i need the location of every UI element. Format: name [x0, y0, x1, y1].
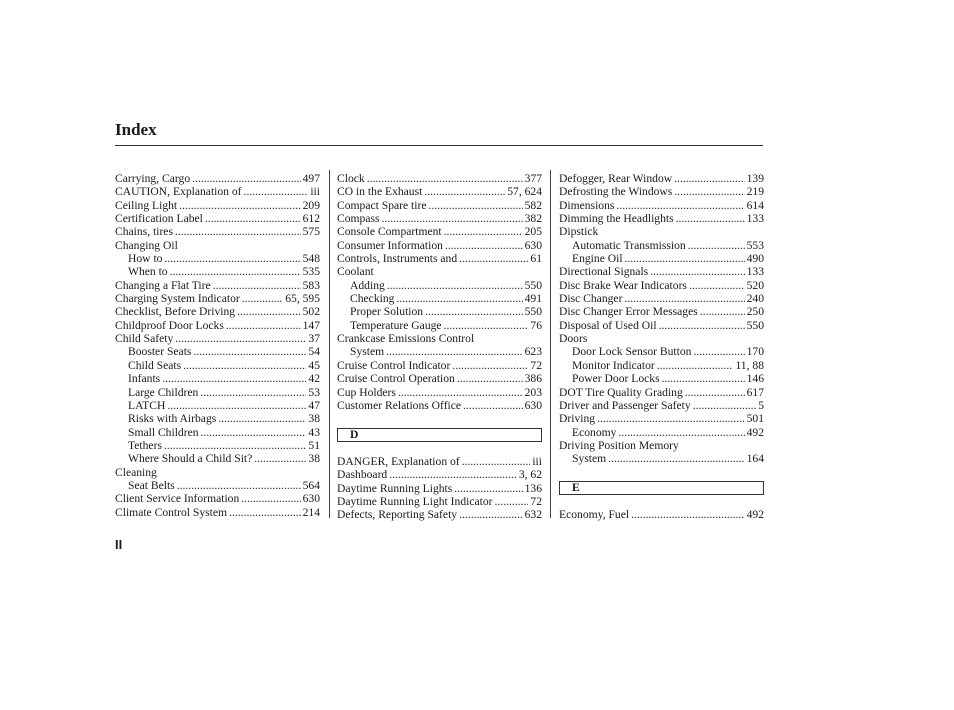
index-entry [559, 319, 764, 332]
index-subentry [115, 479, 320, 492]
entry-page-number: 630 [302, 492, 320, 506]
index-entry [337, 386, 542, 399]
index-subentry [337, 305, 542, 318]
entry-page-number: 491 [524, 292, 542, 306]
index-entry [559, 332, 764, 345]
entry-page-number: 76 [530, 318, 542, 332]
index-entry [115, 332, 320, 345]
entry-label: Door Lock Sensor Button [572, 345, 692, 359]
entry-label: Driver and Passenger Safety [559, 398, 691, 412]
index-entry [337, 455, 542, 468]
index-entry [559, 508, 764, 521]
entry-page-number: 632 [524, 508, 542, 522]
entry-page-number: 497 [302, 172, 320, 185]
entry-page-number: 617 [746, 385, 764, 399]
dot-leader [444, 225, 523, 238]
dot-leader [650, 265, 744, 278]
index-subentry [337, 319, 542, 332]
entry-label: Monitor Indicator [572, 358, 655, 372]
dot-leader [662, 372, 745, 385]
entry-label: Cleaning [115, 465, 157, 479]
entry-label: Changing Oil [115, 238, 178, 252]
entry-label: Disc Changer [559, 292, 623, 306]
entry-label: Engine Oil [572, 252, 623, 266]
index-entry [559, 172, 764, 185]
entry-page-number: 630 [524, 238, 542, 252]
index-entry [337, 495, 542, 508]
entry-label: Child Safety [115, 332, 174, 346]
dot-leader [179, 199, 300, 212]
dot-leader [389, 468, 517, 481]
entry-page-number: 47 [308, 398, 320, 412]
dot-leader [241, 492, 300, 505]
index-subentry [115, 252, 320, 265]
index-entry [559, 225, 764, 238]
index-subentry [115, 265, 320, 278]
index-entry [337, 185, 542, 198]
page-number: II [115, 537, 123, 552]
entry-page-number: 240 [746, 292, 764, 306]
entry-page-number: 548 [302, 252, 320, 266]
spacer [337, 442, 542, 455]
dot-leader [597, 412, 745, 425]
entry-page-number: 214 [302, 505, 320, 519]
entry-page-number: 386 [524, 372, 542, 386]
dot-leader [459, 508, 523, 521]
index-subentry [559, 239, 764, 252]
entry-label: Customer Relations Office [337, 398, 462, 412]
entry-page-number: 65, 595 [285, 292, 320, 306]
index-entry [115, 212, 320, 225]
entry-label: Checking [350, 292, 395, 306]
entry-label: Certification Label [115, 212, 203, 226]
entry-page-number: 5 [758, 398, 764, 412]
dot-leader [244, 185, 309, 198]
entry-page-number: 72 [530, 358, 542, 372]
entry-label: Tethers [128, 438, 162, 452]
index-entry [337, 508, 542, 521]
entry-page-number: 490 [746, 252, 764, 266]
index-subentry [559, 252, 764, 265]
entry-page-number: 582 [524, 198, 542, 212]
dot-leader [676, 212, 745, 225]
entry-page-number: 623 [524, 345, 542, 359]
dot-leader [608, 452, 744, 465]
entry-label: System [572, 452, 607, 466]
entry-label: Climate Control System [115, 505, 228, 519]
entry-label: Risks with Airbags [128, 412, 217, 426]
index-entry [337, 482, 542, 495]
entry-label: Cup Holders [337, 385, 396, 399]
entry-page-number: 550 [746, 318, 764, 332]
dot-leader [386, 345, 522, 358]
dot-leader [218, 412, 306, 425]
index-entry [559, 279, 764, 292]
entry-label: System [350, 345, 385, 359]
entry-page-number: 146 [746, 372, 764, 386]
index-entry [115, 225, 320, 238]
entry-page-number: 133 [746, 212, 764, 226]
index-subentry [115, 412, 320, 425]
entry-page-number: 53 [308, 385, 320, 399]
entry-page-number: 502 [302, 305, 320, 319]
dot-leader [495, 495, 529, 508]
dot-leader [429, 199, 523, 212]
index-subentry [337, 292, 542, 305]
dot-leader [689, 279, 745, 292]
index-subentry [559, 452, 764, 465]
entry-page-number: 630 [524, 398, 542, 412]
dot-leader [175, 225, 301, 238]
index-subentry [337, 279, 542, 292]
entry-page-number: 550 [524, 278, 542, 292]
index-entry [559, 212, 764, 225]
entry-label: Coolant [337, 265, 374, 279]
index-entry [115, 199, 320, 212]
entry-page-number: 550 [524, 305, 542, 319]
index-subentry [115, 372, 320, 385]
entry-label: Seat Belts [128, 478, 175, 492]
entry-page-number: 583 [302, 278, 320, 292]
entry-page-number: 61 [530, 252, 542, 266]
index-entry [337, 172, 542, 185]
index-subentry [115, 345, 320, 358]
dot-leader [688, 239, 745, 252]
entry-label: Where Should a Child Sit? [128, 452, 253, 466]
dot-leader [201, 426, 307, 439]
index-subentry [115, 359, 320, 372]
entry-label: Temperature Gauge [350, 318, 442, 332]
index-entry [115, 305, 320, 318]
entry-page-number: 54 [308, 345, 320, 359]
index-subentry [559, 359, 764, 372]
dot-leader [175, 332, 306, 345]
entry-label: Adding [350, 278, 385, 292]
entry-page-number: 11, 88 [735, 358, 764, 372]
index-entry [559, 412, 764, 425]
spacer [559, 495, 764, 508]
entry-page-number: 209 [302, 198, 320, 212]
index-subentry [559, 345, 764, 358]
entry-page-number: 377 [524, 172, 542, 185]
entry-label: Disposal of Used Oil [559, 318, 657, 332]
entry-label: How to [128, 252, 163, 266]
dot-leader [659, 319, 745, 332]
entry-label: Disc Changer Error Messages [559, 305, 698, 319]
dot-leader [625, 252, 745, 265]
dot-leader [657, 359, 734, 372]
dot-leader [205, 212, 301, 225]
entry-page-number: 133 [746, 265, 764, 279]
entry-page-number: 43 [308, 425, 320, 439]
entry-page-number: 139 [746, 172, 764, 185]
index-entry [115, 239, 320, 252]
dot-leader [445, 239, 523, 252]
entry-label: Dimensions [559, 198, 615, 212]
entry-label: Controls, Instruments and [337, 252, 458, 266]
dot-leader [462, 455, 531, 468]
index-entry [559, 305, 764, 318]
entry-label: CO in the Exhaust [337, 185, 423, 199]
entry-page-number: 382 [524, 212, 542, 226]
dot-leader [183, 359, 306, 372]
entry-page-number: 3, 62 [518, 468, 542, 482]
index-entry [337, 332, 542, 345]
entry-label: LATCH [128, 398, 166, 412]
dot-leader [674, 172, 744, 185]
index-entry [337, 399, 542, 412]
index-entry [115, 172, 320, 185]
index-subentry [115, 386, 320, 399]
index-entry [337, 468, 542, 481]
index-entry [115, 279, 320, 292]
dot-leader [177, 479, 301, 492]
index-subentry [559, 372, 764, 385]
title-divider [115, 145, 763, 146]
entry-label: Defrosting the Windows [559, 185, 673, 199]
index-subentry [115, 452, 320, 465]
dot-leader [700, 305, 745, 318]
entry-page-number: 575 [302, 225, 320, 239]
entry-page-number: 38 [308, 452, 320, 466]
entry-page-number: 564 [302, 478, 320, 492]
index-entry [337, 252, 542, 265]
dot-leader [616, 199, 744, 212]
entry-label: DANGER, Explanation of [337, 454, 460, 468]
column-divider [550, 170, 551, 518]
dot-leader [367, 172, 523, 185]
entry-page-number: 250 [746, 305, 764, 319]
dot-leader [459, 252, 528, 265]
index-entry [337, 239, 542, 252]
dot-leader [693, 345, 744, 358]
spacer [337, 412, 542, 425]
spacer [559, 466, 764, 479]
index-subentry [115, 426, 320, 439]
dot-leader [387, 279, 523, 292]
entry-label: When to [128, 265, 168, 279]
entry-label: Client Service Information [115, 492, 240, 506]
entry-page-number: 57, 624 [507, 185, 542, 199]
entry-page-number: 614 [746, 198, 764, 212]
entry-page-number: 136 [524, 481, 542, 495]
entry-label: DOT Tire Quality Grading [559, 385, 683, 399]
entry-label: Console Compartment [337, 225, 442, 239]
dot-leader [452, 359, 528, 372]
index-column-1 [115, 172, 320, 519]
entry-label: Consumer Information [337, 238, 443, 252]
entry-page-number: 492 [746, 425, 764, 439]
entry-label: Crankcase Emissions Control [337, 332, 475, 346]
entry-page-number: 45 [308, 358, 320, 372]
section-letter-header: E [559, 481, 764, 495]
dot-leader [213, 279, 301, 292]
dot-leader [193, 345, 306, 358]
entry-label: Daytime Running Lights [337, 481, 453, 495]
entry-page-number: 612 [302, 212, 320, 226]
dot-leader [674, 185, 744, 198]
entry-label: Booster Seats [128, 345, 192, 359]
index-entry [559, 292, 764, 305]
dot-leader [242, 292, 283, 305]
dot-leader [463, 399, 523, 412]
section-letter-header: D [337, 428, 542, 442]
entry-page-number: 553 [746, 238, 764, 252]
dot-leader [170, 265, 301, 278]
entry-page-number: 51 [308, 438, 320, 452]
index-entry [559, 265, 764, 278]
entry-page-number: 170 [746, 345, 764, 359]
dot-leader [237, 305, 301, 318]
dot-leader [254, 452, 306, 465]
index-entry [559, 439, 764, 452]
dot-leader [164, 252, 300, 265]
entry-label: Clock [337, 172, 365, 185]
entry-label: Disc Brake Wear Indicators [559, 278, 687, 292]
index-column-3 [559, 172, 764, 522]
entry-label: Ceiling Light [115, 198, 178, 212]
index-subentry [337, 345, 542, 358]
entry-label: Child Seats [128, 358, 182, 372]
dot-leader [200, 386, 306, 399]
entry-label: Carrying, Cargo [115, 172, 191, 185]
index-entry [559, 199, 764, 212]
entry-label: Changing a Flat Tire [115, 278, 211, 292]
dot-leader [164, 439, 306, 452]
entry-page-number: 203 [524, 385, 542, 399]
entry-page-number: 164 [746, 452, 764, 466]
dot-leader [192, 172, 300, 185]
dot-leader [444, 319, 529, 332]
entry-label: Childproof Door Locks [115, 318, 224, 332]
entry-page-number: iii [310, 185, 320, 199]
entry-page-number: 501 [746, 412, 764, 426]
entry-page-number: 492 [746, 508, 764, 522]
index-entry [115, 492, 320, 505]
dot-leader [162, 372, 306, 385]
entry-label: Cruise Control Indicator [337, 358, 451, 372]
entry-label: CAUTION, Explanation of [115, 185, 242, 199]
entry-label: Proper Solution [350, 305, 424, 319]
entry-label: Compact Spare tire [337, 198, 427, 212]
index-entry [337, 359, 542, 372]
index-entry [337, 199, 542, 212]
entry-label: Power Door Locks [572, 372, 660, 386]
index-subentry [115, 399, 320, 412]
entry-label: Cruise Control Operation [337, 372, 455, 386]
entry-page-number: 42 [308, 372, 320, 386]
entry-label: Automatic Transmission [572, 238, 686, 252]
dot-leader [685, 386, 745, 399]
entry-label: Doors [559, 332, 588, 346]
dot-leader [226, 319, 301, 332]
dot-leader [167, 399, 306, 412]
entry-label: Infants [128, 372, 161, 386]
entry-label: Checklist, Before Driving [115, 305, 236, 319]
index-entry [337, 265, 542, 278]
index-subentry [115, 439, 320, 452]
entry-page-number: 38 [308, 412, 320, 426]
dot-leader [631, 508, 745, 521]
index-entry [559, 386, 764, 399]
dot-leader [693, 399, 757, 412]
entry-label: Driving [559, 412, 596, 426]
index-subentry [559, 426, 764, 439]
dot-leader [618, 426, 744, 439]
index-entry [559, 399, 764, 412]
entry-page-number: 520 [746, 278, 764, 292]
entry-label: Economy [572, 425, 617, 439]
dot-leader [398, 386, 523, 399]
entry-label: Dashboard [337, 468, 388, 482]
index-entry [337, 212, 542, 225]
entry-label: Chains, tires [115, 225, 173, 239]
dot-leader [425, 305, 523, 318]
column-divider [329, 170, 330, 518]
index-entry [115, 506, 320, 519]
entry-label: Daytime Running Light Indicator [337, 494, 493, 508]
dot-leader [382, 212, 523, 225]
index-entry [337, 372, 542, 385]
index-entry [559, 185, 764, 198]
dot-leader [424, 185, 505, 198]
dot-leader [396, 292, 522, 305]
index-entry [337, 225, 542, 238]
dot-leader [454, 482, 522, 495]
entry-page-number: 72 [530, 494, 542, 508]
index-entry [115, 319, 320, 332]
entry-page-number: 535 [302, 265, 320, 279]
entry-label: Directional Signals [559, 265, 649, 279]
page-title: Index [115, 120, 157, 139]
entry-label: Driving Position Memory [559, 438, 679, 452]
entry-label: Charging System Indicator [115, 292, 240, 306]
entry-page-number: 147 [302, 318, 320, 332]
entry-label: Dipstick [559, 225, 599, 239]
index-entry [115, 466, 320, 479]
entry-label: Large Children [128, 385, 199, 399]
entry-label: Economy, Fuel [559, 508, 630, 522]
entry-page-number: 219 [746, 185, 764, 199]
entry-label: Defogger, Rear Window [559, 172, 673, 185]
index-entry [115, 292, 320, 305]
entry-label: Compass [337, 212, 380, 226]
entry-label: Small Children [128, 425, 199, 439]
index-entry [115, 185, 320, 198]
index-column-2 [337, 172, 542, 522]
dot-leader [457, 372, 523, 385]
dot-leader [624, 292, 744, 305]
entry-label: Dimming the Headlights [559, 212, 674, 226]
entry-page-number: 37 [308, 332, 320, 346]
dot-leader [229, 506, 301, 519]
entry-page-number: 205 [524, 225, 542, 239]
entry-label: Defects, Reporting Safety [337, 508, 458, 522]
entry-page-number: iii [532, 454, 542, 468]
